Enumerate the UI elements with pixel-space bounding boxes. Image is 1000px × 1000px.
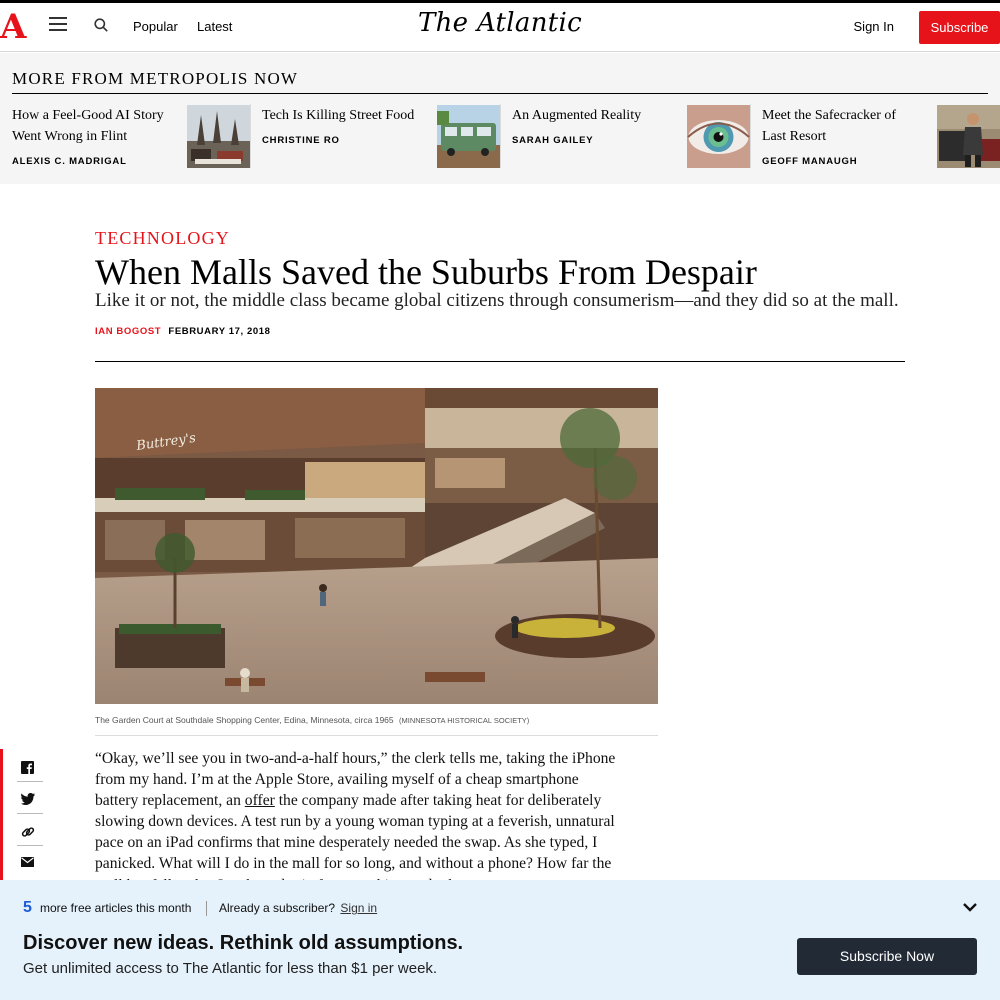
- already-subscriber-label: Already a subscriber?: [219, 901, 336, 915]
- publish-date: FEBRUARY 17, 2018: [168, 326, 271, 337]
- image-store-sign: Buttrey's: [135, 430, 197, 454]
- image-caption: [95, 715, 529, 725]
- article-headline: When Malls Saved the Suburbs From Despair: [95, 252, 757, 292]
- more-from-item[interactable]: [12, 104, 250, 168]
- more-item-thumbnail[interactable]: [687, 105, 750, 168]
- free-articles-count: 5: [23, 899, 32, 916]
- email-icon: [21, 857, 34, 867]
- article-body-paragraph: [95, 748, 625, 896]
- share-rail: [0, 749, 41, 880]
- sign-in-link[interactable]: Sign In: [853, 19, 894, 34]
- more-from-divider: [250, 104, 251, 168]
- more-item-author: GEOFF MANAUGH: [762, 156, 858, 167]
- nav-popular-link[interactable]: Popular: [133, 19, 178, 34]
- article-byline: [95, 326, 271, 337]
- more-from-item[interactable]: [762, 104, 1000, 168]
- more-from-title: MORE FROM METROPOLIS NOW: [12, 69, 299, 88]
- share-email-button[interactable]: [17, 847, 43, 878]
- caption-credit: (MINNESOTA HISTORICAL SOCIETY): [399, 716, 530, 725]
- caption-divider: [95, 735, 658, 736]
- share-facebook-button[interactable]: [17, 751, 43, 782]
- more-item-author: CHRISTINE RO: [262, 135, 340, 146]
- paywall-headline: Discover new ideas. Rethink old assumptions.: [23, 932, 464, 954]
- more-from-item[interactable]: [262, 104, 500, 168]
- author-link[interactable]: IAN BOGOST: [95, 326, 162, 337]
- more-item-author: ALEXIS C. MADRIGAL: [12, 156, 127, 167]
- more-from-rule: [12, 93, 988, 94]
- more-item-title[interactable]: How a Feel-Good AI Story Went Wrong in Flint: [12, 108, 164, 144]
- subscribe-now-button[interactable]: Subscribe Now: [797, 938, 977, 975]
- more-from-divider: [750, 104, 751, 168]
- article-dek: Like it or not, the middle class became global citizens through consumerism—and they did so at the mall.: [95, 290, 899, 311]
- nav-latest-link[interactable]: Latest: [197, 19, 233, 34]
- more-item-thumbnail[interactable]: [437, 105, 500, 168]
- paywall-sign-in-link[interactable]: Sign in: [340, 901, 378, 915]
- more-item-thumbnail[interactable]: [937, 105, 1000, 168]
- twitter-icon: [21, 793, 35, 805]
- caption-text: The Garden Court at Southdale Shopping Center, Edina, Minnesota, circa 1965: [95, 715, 394, 725]
- article-category[interactable]: TECHNOLOGY: [95, 228, 230, 248]
- header-divider: [95, 361, 905, 362]
- site-wordmark[interactable]: The Atlantic: [418, 8, 582, 38]
- chevron-down-icon[interactable]: [962, 901, 978, 913]
- more-from-item[interactable]: [512, 104, 750, 168]
- link-icon: [21, 825, 35, 839]
- site-header: [0, 3, 1000, 52]
- paywall-divider: [206, 901, 207, 916]
- paywall-subtext: Get unlimited access to The Atlantic for less than $1 per week.: [23, 960, 438, 977]
- subscribe-button[interactable]: Subscribe: [919, 11, 1000, 44]
- more-from-section: [0, 53, 1000, 184]
- more-item-thumbnail[interactable]: [187, 105, 250, 168]
- paywall-banner: [0, 880, 1000, 1000]
- already-subscriber-text: [219, 901, 377, 915]
- atlantic-logo-mark[interactable]: A: [0, 7, 27, 47]
- body-text-part: “Okay, we’ll see you in two-and-a-half hours,” the clerk tells me, taking the iPhone from my hand. I’m at the Apple Store, availing myself of a cheap smartphone battery replacement, an: [95, 750, 616, 810]
- more-item-author: SARAH GAILEY: [512, 135, 594, 146]
- free-articles-text: more free articles this month: [40, 901, 192, 915]
- hero-image-mall-garden-court: [95, 388, 658, 704]
- more-item-title[interactable]: An Augmented Reality: [512, 108, 642, 123]
- more-from-divider: [500, 104, 501, 168]
- share-twitter-button[interactable]: [17, 783, 43, 814]
- facebook-icon: [21, 761, 34, 774]
- copy-link-button[interactable]: [17, 815, 43, 846]
- offer-link[interactable]: offer: [244, 792, 275, 810]
- more-item-title[interactable]: Tech Is Killing Street Food: [262, 108, 415, 123]
- body-text-part: the company made after taking heat for deliberately slowing down devices. A test run by a young woman typing at a feverish, unnatural pace on an iPad confirms that mine desperately needed the swap. As she typed, I panicked. What will I do in the mall for so long, and without a phone? How far the: [95, 792, 615, 873]
- more-item-title[interactable]: Meet the Safecracker of Last Resort: [762, 108, 897, 144]
